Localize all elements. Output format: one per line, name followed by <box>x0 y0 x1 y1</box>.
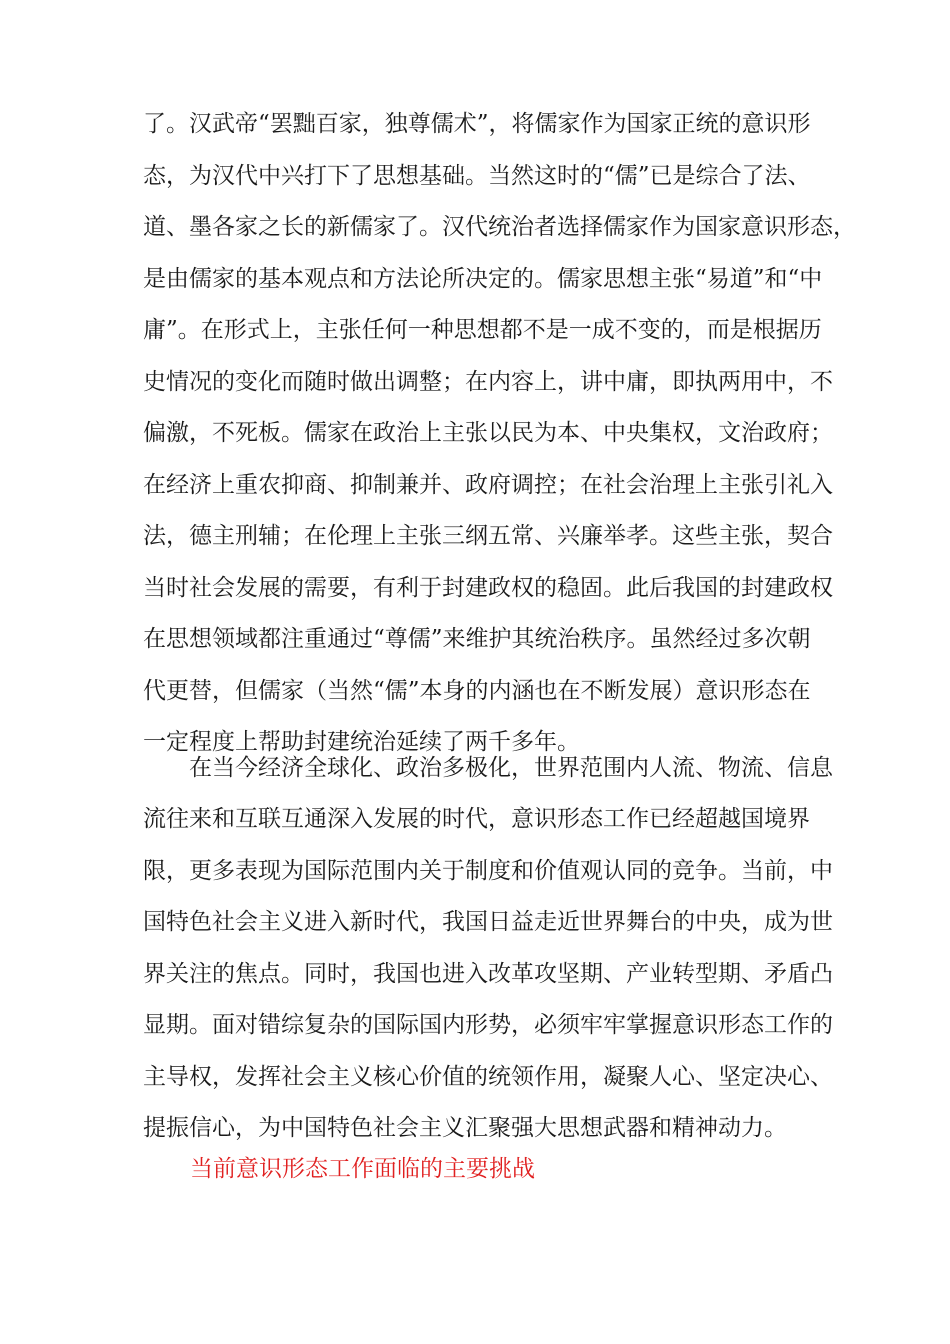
paragraph-line: 在当今经济全球化、政治多极化，世界范围内人流、物流、信息 <box>189 755 833 781</box>
paragraph-line: 代更替，但儒家（当然“儒”本身的内涵也在不断发展）意识形态在 <box>143 678 811 704</box>
paragraph-line: 庸”。在形式上，主张任何一种思想都不是一成不变的，而是根据历 <box>143 317 822 343</box>
paragraph-line: 流往来和互联互通深入发展的时代，意识形态工作已经超越国境界 <box>143 806 810 832</box>
paragraph-line: 主导权，发挥社会主义核心价值的统领作用，凝聚人心、坚定决心、 <box>143 1064 833 1090</box>
paragraph-line: 当时社会发展的需要，有利于封建政权的稳固。此后我国的封建政权 <box>143 575 833 601</box>
paragraph-line: 了。汉武帝“罢黜百家，独尊儒术”，将儒家作为国家正统的意识形 <box>143 111 811 137</box>
paragraph-line: 在经济上重农抑商、抑制兼并、政府调控；在社会治理上主张引礼入 <box>143 472 833 498</box>
paragraph-line: 在思想领域都注重通过“尊儒”来维护其统治秩序。虽然经过多次朝 <box>143 626 811 652</box>
paragraph-line: 史情况的变化而随时做出调整；在内容上，讲中庸，即执两用中，不 <box>143 369 833 395</box>
paragraph-line: 提振信心，为中国特色社会主义汇聚强大思想武器和精神动力。 <box>143 1115 787 1141</box>
paragraph-line: 界关注的焦点。同时，我国也进入改革攻坚期、产业转型期、矛盾凸 <box>143 961 833 987</box>
paragraph-line: 偏激，不死板。儒家在政治上主张以民为本、中央集权，文治政府； <box>143 420 833 446</box>
paragraph-line: 显期。面对错综复杂的国际国内形势，必须牢牢掌握意识形态工作的 <box>143 1012 833 1038</box>
paragraph-line: 是由儒家的基本观点和方法论所决定的。儒家思想主张“易道”和“中 <box>143 266 823 292</box>
section-heading: 当前意识形态工作面临的主要挑战 <box>190 1156 535 1182</box>
paragraph-line: 道、墨各家之长的新儒家了。汉代统治者选择儒家作为国家意识形态， <box>143 214 856 240</box>
paragraph-line: 态，为汉代中兴打下了思想基础。当然这时的“儒”已是综合了法、 <box>143 163 811 189</box>
paragraph-line: 限，更多表现为国际范围内关于制度和价值观认同的竞争。当前，中 <box>143 858 833 884</box>
paragraph-line: 一定程度上帮助封建统治延续了两千多年。 <box>143 729 580 755</box>
paragraph-line: 法，德主刑辅；在伦理上主张三纲五常、兴廉举孝。这些主张，契合 <box>143 523 833 549</box>
paragraph-line: 国特色社会主义进入新时代，我国日益走近世界舞台的中央，成为世 <box>143 909 833 935</box>
